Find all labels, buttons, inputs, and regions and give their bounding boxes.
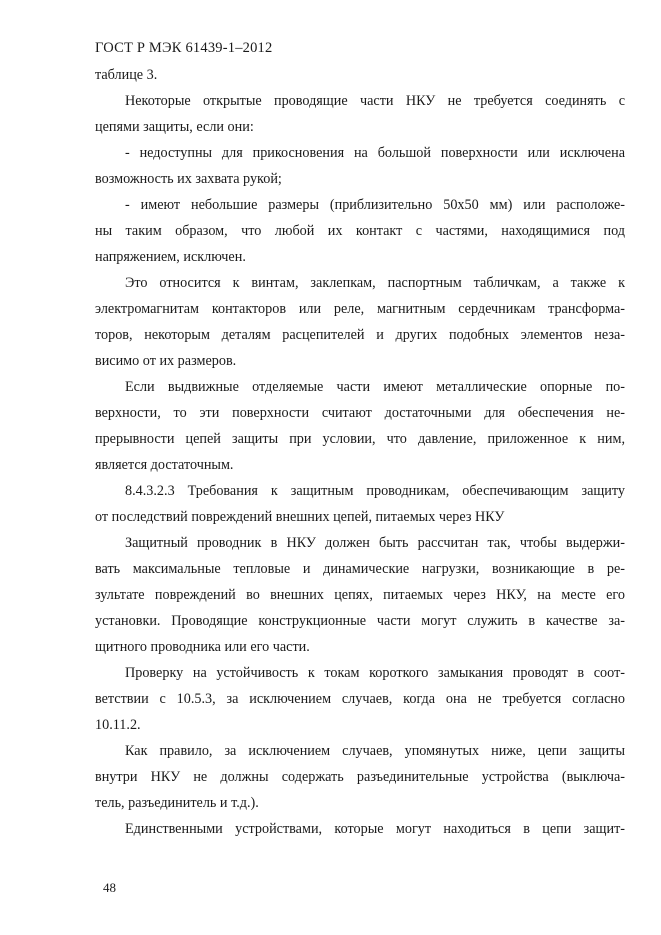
paragraph <box>95 374 625 478</box>
text-line: 10.11.2. <box>95 717 141 733</box>
text-line: Это относится к винтам, заклепкам, паспортным табличкам, а также к <box>125 275 625 291</box>
body-text <box>95 62 625 842</box>
standard-header: ГОСТ Р МЭК 61439-1–2012 <box>95 40 273 56</box>
text-line: тель, разъединитель и т.д.). <box>95 795 259 811</box>
text-line: напряжением, исключен. <box>95 249 246 265</box>
text-line: Как правило, за исключением случаев, упомянутых ниже, цепи защиты <box>125 743 625 759</box>
text-line: ны таким образом, что любой их контакт с частями, находящимися под <box>95 223 625 239</box>
text-line: возможность их захвата рукой; <box>95 171 282 187</box>
text-line: Некоторые открытые проводящие части НКУ не требуется соединять с <box>125 93 625 109</box>
paragraph <box>95 270 625 374</box>
text-line: является достаточным. <box>95 457 234 473</box>
text-line: цепями защиты, если они: <box>95 119 254 135</box>
text-line: висимо от их размеров. <box>95 353 237 369</box>
page-number: 48 <box>103 880 116 895</box>
text-line: торов, некоторым деталям расцепителей и других подобных элементов неза- <box>95 327 625 343</box>
paragraph <box>95 88 625 140</box>
text-line: вать максимальные тепловые и динамические нагрузки, возникающие в ре- <box>95 561 625 577</box>
text-line: установки. Проводящие конструкционные части могут служить в качестве за- <box>95 613 625 629</box>
text-line: прерывности цепей защиты при условии, что давление, приложенное к ним, <box>95 431 625 447</box>
paragraph <box>95 140 625 192</box>
text-line: - имеют небольшие размеры (приблизительно 50x50 мм) или расположе- <box>125 197 625 213</box>
text-line: ветствии с 10.5.3, за исключением случаев, когда она не требуется согласно <box>95 691 625 707</box>
text-line: верхности, то эти поверхности считают достаточными для обеспечения не- <box>95 405 625 421</box>
text-line: Если выдвижные отделяемые части имеют металлические опорные по- <box>125 379 625 395</box>
text-line: Единственными устройствами, которые могут находиться в цепи защит- <box>125 821 625 837</box>
text-line: таблице 3. <box>95 67 158 83</box>
paragraph <box>95 738 625 816</box>
text-line: внутри НКУ не должны содержать разъединительные устройства (выключа- <box>95 769 625 785</box>
paragraph <box>95 660 625 738</box>
text-line: Проверку на устойчивость к токам короткого замыкания проводят в соот- <box>125 665 625 681</box>
paragraph <box>95 816 625 842</box>
text-line: - недоступны для прикосновения на большой поверхности или исключена <box>125 145 625 161</box>
text-line: от последствий повреждений внешних цепей, питаемых через НКУ <box>95 509 505 525</box>
text-line: 8.4.3.2.3 Требования к защитным проводникам, обеспечивающим защиту <box>125 483 625 499</box>
paragraph <box>95 192 625 270</box>
text-line: электромагнитам контакторов или реле, магнитным сердечникам трансформа- <box>95 301 625 317</box>
paragraph <box>95 62 625 88</box>
text-line: Защитный проводник в НКУ должен быть рассчитан так, чтобы выдержи- <box>125 535 625 551</box>
section-heading-paragraph <box>95 478 625 530</box>
text-line: щитного проводника или его части. <box>95 639 310 655</box>
text-line: зультате повреждений во внешних цепях, питаемых через НКУ, на месте его <box>95 587 625 603</box>
paragraph <box>95 530 625 660</box>
